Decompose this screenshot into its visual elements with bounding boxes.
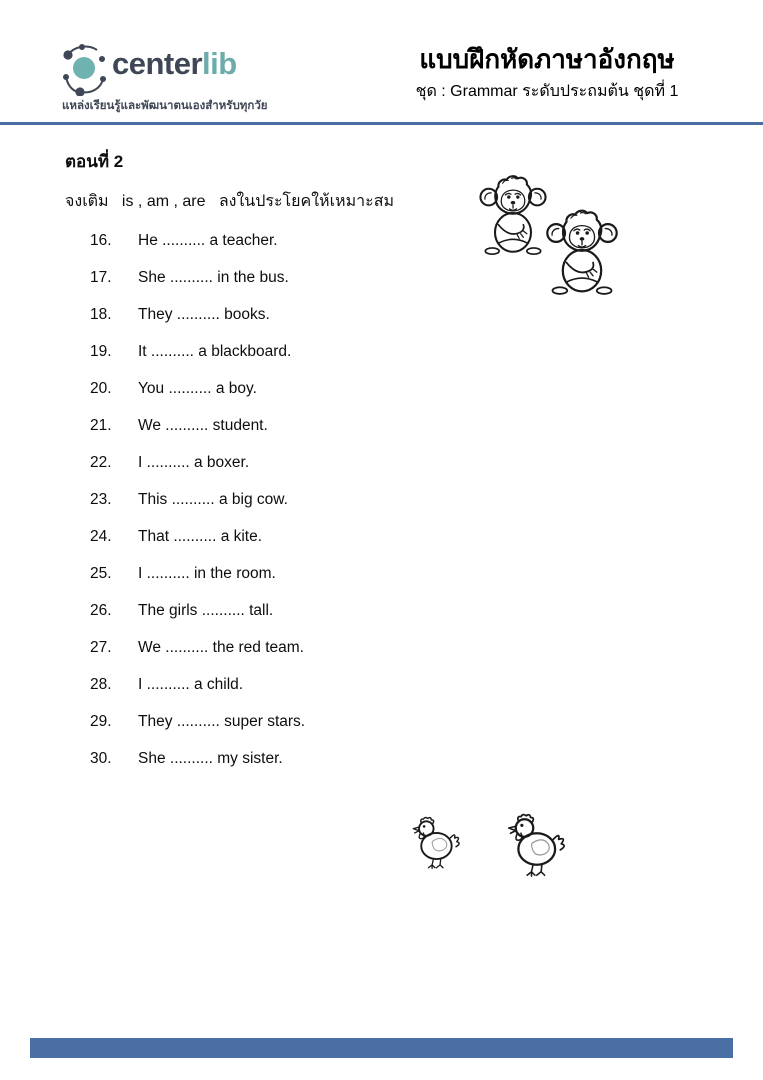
item-number: 20. [90,379,112,397]
list-item [0,259,480,296]
item-number: 21. [90,416,112,434]
item-sentence: I .......... a boxer. [138,453,250,471]
list-item [0,333,480,370]
list-item [0,407,480,444]
item-sentence: He .......... a teacher. [138,231,278,249]
brand-text-center: center [112,46,203,81]
document-title-block [388,44,706,104]
item-number: 30. [90,749,112,767]
list-item [0,629,480,666]
item-sentence: The girls .......... tall. [138,601,274,619]
chicken-illustration-1 [406,812,464,880]
item-number: 16. [90,231,112,249]
item-sentence: We .......... student. [138,416,268,434]
list-item [0,703,480,740]
list-item [0,555,480,592]
list-item [0,518,480,555]
list-item [0,370,480,407]
monkey-illustration-1 [476,168,550,258]
item-number: 27. [90,638,112,656]
list-item [0,592,480,629]
item-number: 17. [90,268,112,286]
exercise-list [0,222,480,777]
item-number: 19. [90,342,112,360]
list-item [0,481,480,518]
list-item [0,296,480,333]
item-number: 22. [90,453,112,471]
item-number: 29. [90,712,112,730]
section-title: ตอนที่ 2 [65,152,124,171]
monkey-illustration-2 [542,202,622,298]
item-sentence: It .......... a blackboard. [138,342,292,360]
page-title: แบบฝึกหัดภาษาอังกฤษ [419,44,675,74]
chicken-illustration-2 [500,808,570,890]
list-item [0,666,480,703]
item-number: 25. [90,564,112,582]
header-divider [0,122,763,125]
item-sentence: That .......... a kite. [138,527,263,545]
item-number: 28. [90,675,112,693]
item-number: 18. [90,305,112,323]
list-item [0,444,480,481]
item-sentence: This .......... a big cow. [138,490,288,508]
centerlib-logo-icon [58,40,110,96]
item-sentence: She .......... my sister. [138,749,283,767]
item-number: 23. [90,490,112,508]
logo-tagline: แหล่งเรียนรู้และพัฒนาตนเองสำหรับทุกวัย [62,100,268,112]
item-number: 26. [90,601,112,619]
item-number: 24. [90,527,112,545]
item-sentence: They .......... books. [138,305,270,323]
page-subtitle: ชุด : Grammar ระดับประถมต้น ชุดที่ 1 [415,83,679,101]
footer-bar [30,1038,733,1058]
item-sentence: I .......... a child. [138,675,244,693]
item-sentence: She .......... in the bus. [138,268,289,286]
list-item [0,740,480,777]
item-sentence: They .......... super stars. [138,712,306,730]
item-sentence: We .......... the red team. [138,638,304,656]
list-item [0,222,480,259]
instruction-text: จงเติม is , am , are ลงในประโยคให้เหมาะสม [65,193,395,210]
brand-text-lib: lib [202,46,237,81]
item-sentence: I .......... in the room. [138,564,276,582]
item-sentence: You .......... a boy. [138,379,257,397]
centerlib-logo [112,48,237,79]
